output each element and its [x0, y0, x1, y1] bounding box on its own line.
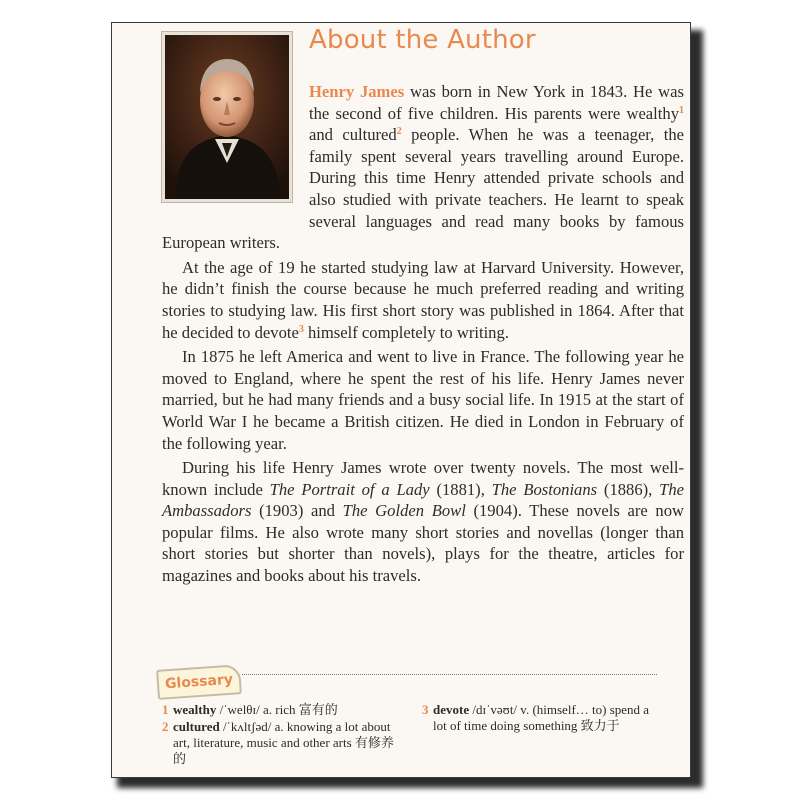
book-title: The Bostonians — [491, 479, 598, 499]
glossary-entry — [422, 702, 662, 734]
text-run: himself completely to writing. — [303, 322, 509, 342]
paragraph-3 — [162, 346, 684, 454]
glossary-divider — [242, 674, 657, 675]
glossary-column-left — [162, 702, 404, 768]
glossary-entry — [162, 702, 404, 718]
text-run: and cultured — [309, 125, 397, 145]
text-run: In 1875 he left America and went to live in France. The following year he moved to England, where he spent the rest of his life. Henry James never married, but he had many friends and a busy social life. In 1915 at the start of World War I he became a British citizen. He died in London in February of the following year. — [162, 347, 684, 453]
book-title: The Golden Bowl — [342, 501, 466, 521]
text-run: people. When he was a teenager, the family spent several years travelling around Europe. During this time Henry attended private schools and also studied with private teachers. He learnt to speak several languages and read many books by famous European writers. — [162, 125, 684, 253]
portrait-wrap-spacer — [162, 81, 309, 212]
text-run: At the age of 19 he started studying law at Harvard University. However, he didn’t finish the course because he much preferred reading and writing stories to studying law. His first short story was published in 1864. After that he decided to devote — [162, 257, 684, 342]
glossary-label: Glossary — [156, 664, 242, 700]
glossary-definition: /ˈkʌltʃəd/ a. knowing a lot about art, literature, music and other arts 有修养的 — [173, 719, 394, 766]
page-title: About the Author — [309, 25, 536, 55]
glossary-column-right — [422, 702, 662, 735]
glossary-number: 2 — [162, 719, 169, 734]
glossary-number: 1 — [162, 702, 169, 717]
paragraph-4 — [162, 457, 684, 587]
glossary-number: 3 — [422, 702, 429, 717]
glossary-entry — [162, 719, 404, 767]
text-run: was born in New York in 1843. He was the second of five children. His parents were wealthy — [309, 82, 684, 123]
book-title: The Portrait of a Lady — [269, 479, 430, 499]
glossary-text — [173, 719, 404, 767]
text-run: (1904). These novels are now popular films. He also wrote many short stories and novellas (longer than short stories but shorter than novels), plays for the theatre, articles for magazines and books about his travels. — [162, 501, 684, 586]
text-run: (1903) and — [251, 501, 343, 521]
glossary-word: wealthy — [173, 702, 217, 717]
footnote-marker: 3 — [298, 323, 304, 335]
book-page — [111, 22, 691, 778]
author-name: Henry James — [309, 82, 405, 101]
text-run: During his life Henry James wrote over twenty novels. The most well-known include — [162, 458, 684, 499]
paragraph-2 — [162, 257, 684, 343]
footnote-marker: 2 — [396, 126, 402, 138]
glossary-word: cultured — [173, 719, 220, 734]
glossary-text — [173, 702, 404, 718]
author-biography — [162, 81, 684, 590]
text-run: (1886), — [597, 479, 660, 499]
glossary-definition: /dɪˈvəʊt/ v. (himself… to) spend a lot of time doing something 致力于 — [433, 702, 650, 733]
footnote-marker: 1 — [679, 104, 684, 116]
book-title: The Ambassadors — [162, 479, 685, 521]
text-run: (1881), — [429, 479, 492, 499]
glossary-definition: /ˈwelθɪ/ a. rich 富有的 — [216, 702, 338, 717]
glossary-word: devote — [433, 702, 470, 717]
glossary-text — [433, 702, 662, 734]
